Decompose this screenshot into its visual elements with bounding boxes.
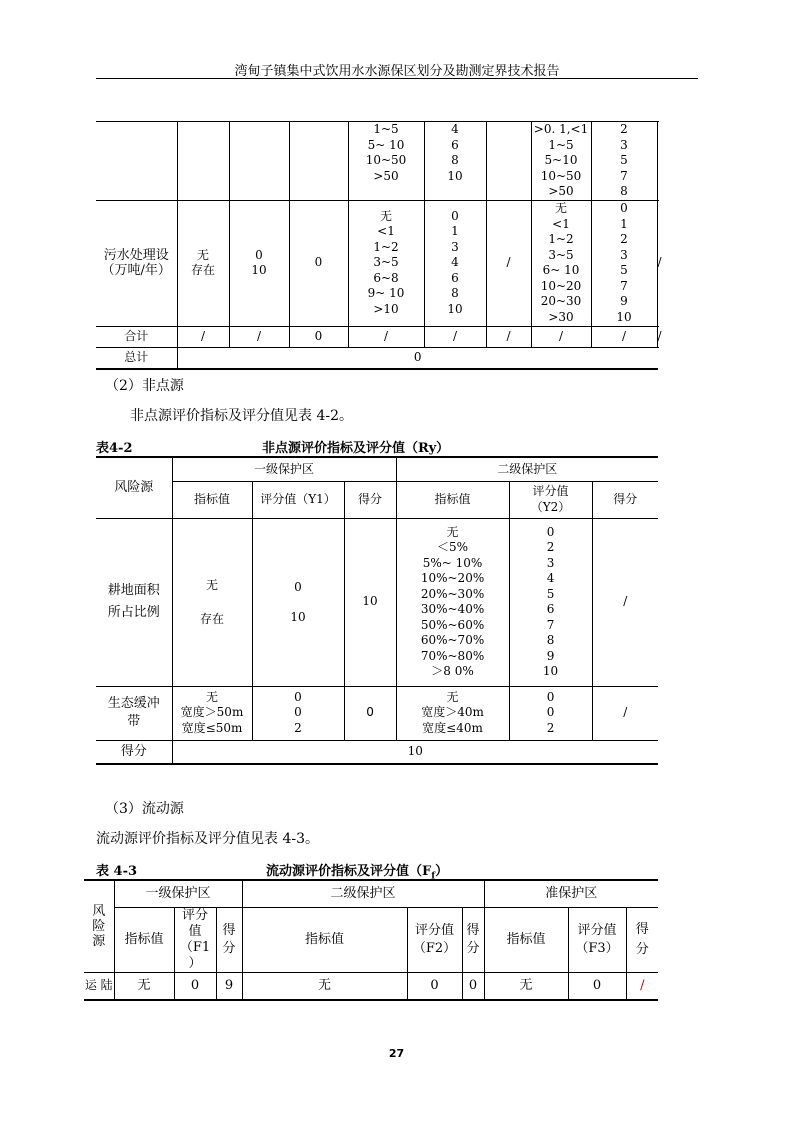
- t3-r-score3: 0: [568, 972, 626, 1000]
- t1-r2-get1: /: [486, 200, 531, 326]
- cell-line: 20~30: [540, 294, 582, 308]
- t3-h-score1: [174, 907, 216, 972]
- t3-h-score2: [407, 907, 462, 972]
- t3-r-score2: 0: [407, 972, 462, 1000]
- t1-r2-label: [96, 200, 177, 326]
- t3-h-score3: [568, 907, 626, 972]
- cell-line: 2: [546, 720, 555, 735]
- cell-line: 7: [620, 168, 628, 183]
- cell-line: （万吨/年）: [101, 263, 171, 278]
- t1-r1-get2: [657, 122, 658, 201]
- cell-line: 9: [546, 648, 555, 663]
- cell-line: 生态缓冲: [107, 696, 160, 711]
- t1-total-label: 总计: [96, 347, 177, 369]
- t3-h-get3: [626, 907, 658, 972]
- cell-line: 10: [447, 301, 463, 316]
- page-header-title: 湾甸子镇集中式饮用水水源保区划分及勘测定界技术报告: [234, 64, 560, 79]
- t1-r2-get2: /: [657, 200, 658, 326]
- t2-h-index2: 指标值: [396, 481, 509, 518]
- cell-line: 0: [620, 201, 628, 215]
- cell-line: ＞8 0%: [431, 664, 474, 678]
- t2-r1-label: [96, 518, 172, 686]
- nonpoint-source-table: [96, 456, 658, 765]
- cell-line: 1: [451, 224, 459, 239]
- table-4-2-number: 表4-2: [96, 441, 133, 456]
- t1-sum-c7: /: [591, 326, 657, 347]
- t2-h-score1: 评分值（Y1）: [252, 481, 344, 518]
- cell-line: 10: [290, 610, 306, 624]
- t1-sum-c1: /: [177, 326, 229, 347]
- cell-line: 宽度≤40m: [422, 720, 483, 735]
- cell-line: <1: [377, 224, 395, 239]
- cell-line: 70%~80%: [420, 648, 485, 663]
- cell-line: 6: [451, 270, 459, 285]
- cell-line: （F2）: [412, 940, 457, 956]
- t1-r1-c2: [229, 122, 289, 201]
- cell-line: 10: [447, 168, 463, 183]
- cell-line: 污水处理设: [103, 247, 169, 263]
- cell-line: 0: [294, 689, 302, 704]
- t1-r2-index2: [531, 200, 591, 326]
- cell-line: 10%~20%: [420, 571, 485, 585]
- cell-line: 6~8: [373, 270, 399, 285]
- t3-h-get2: [462, 907, 484, 972]
- cell-line: 带: [127, 714, 141, 729]
- cell-line: ）: [188, 955, 202, 971]
- cell-line: 存在: [190, 263, 215, 277]
- t3-r-index3: 无: [484, 972, 568, 1000]
- t3-r-get2: 0: [462, 972, 484, 1000]
- cell-line: 8: [451, 286, 459, 301]
- t2-r1-get2: /: [592, 518, 658, 686]
- t3-r-index2: 无: [242, 972, 407, 1000]
- cell-line: 4: [451, 255, 459, 270]
- cell-line: 耕地面积: [107, 583, 160, 598]
- t3-zone2-header: 二级保护区: [242, 880, 484, 907]
- t1-sum-c2b: 0: [289, 326, 348, 347]
- cell-line: 评分值: [415, 922, 455, 938]
- table-4-2-title: 非点源评价指标及评分值（Ry）: [262, 441, 450, 456]
- t3-h-index1: 指标值: [114, 907, 174, 972]
- cell-line: 7: [546, 617, 555, 632]
- t2-total-value: 10: [172, 740, 658, 764]
- cell-line: 2: [620, 122, 628, 136]
- cell-line: 6: [451, 137, 459, 152]
- t1-sum-c4: /: [424, 326, 486, 347]
- t2-r2-index2: [396, 686, 509, 740]
- t1-r1-get1: [486, 122, 531, 201]
- cell-line: 无: [205, 578, 218, 592]
- cell-line: 得: [466, 922, 480, 938]
- t1-r1-index1: [348, 122, 424, 201]
- t3-r-index1: 无: [114, 972, 174, 1000]
- cell-line: 0: [546, 689, 555, 704]
- t2-r2-label: [96, 686, 172, 740]
- cell-line: 3: [546, 555, 555, 570]
- cell-line: 10~20: [540, 278, 582, 293]
- t1-r1-c1: [177, 122, 229, 201]
- cell-line: 3: [620, 247, 628, 262]
- t1-sum-c8: /: [657, 326, 658, 347]
- cell-line: 9: [620, 294, 628, 308]
- t1-r1-c2b: [289, 122, 348, 201]
- cell-line: 5: [546, 586, 555, 601]
- cell-line: 2: [620, 232, 628, 246]
- t2-r2-score1: [252, 686, 344, 740]
- cell-line: 1: [620, 216, 628, 231]
- t1-r1-index2: [531, 122, 591, 201]
- cell-line: 得: [635, 921, 649, 937]
- cell-line: 2: [546, 540, 555, 554]
- cell-line: 3~5: [373, 255, 399, 270]
- cell-line: 8: [620, 184, 628, 198]
- t3-r-get1: 9: [216, 972, 242, 1000]
- cell-line: 险: [92, 918, 106, 934]
- cell-line: >0. 1,<1: [533, 122, 589, 136]
- cell-line: 2: [294, 720, 302, 735]
- cell-line: ＜5%: [437, 540, 469, 554]
- t1-sum-c3: /: [348, 326, 424, 347]
- t1-r2-index1: [348, 200, 424, 326]
- cell-line: <1: [552, 216, 570, 231]
- cell-line: 风: [92, 903, 106, 919]
- t2-zone1-header: 一级保护区: [172, 457, 396, 481]
- cell-line: 5~ 10: [367, 137, 405, 152]
- cell-line: 3: [620, 137, 628, 152]
- t2-r2-get2: /: [592, 686, 658, 740]
- cell-line: （Y2）: [530, 499, 571, 514]
- t1-total-value: 0: [177, 347, 658, 369]
- t2-zone2-header: 二级保护区: [396, 457, 658, 481]
- cell-line: 5: [620, 263, 628, 277]
- cell-line: 0: [255, 247, 263, 262]
- section-2-heading: （2）非点源: [105, 378, 184, 394]
- cell-line: 无: [196, 247, 209, 262]
- t3-r-score1: 0: [174, 972, 216, 1000]
- cell-line: >10: [373, 301, 399, 316]
- t2-r1-score1: [252, 518, 344, 686]
- cell-line: 4: [546, 571, 555, 585]
- cell-line: 0: [451, 208, 459, 223]
- cell-line: 3~5: [548, 247, 574, 262]
- cell-line: 所占比例: [107, 605, 160, 620]
- t1-sum-label: 合计: [96, 326, 177, 347]
- cell-line: 9~ 10: [367, 286, 405, 301]
- cell-line: 无: [205, 689, 218, 704]
- t2-r2-score2: [509, 686, 592, 740]
- cell-line: 8: [546, 633, 555, 647]
- cell-line: 分: [635, 941, 649, 957]
- t2-r1-index2: [396, 518, 509, 686]
- header-rule: [96, 78, 698, 79]
- t2-total-label: 得分: [96, 740, 172, 764]
- cell-line: 1~2: [548, 232, 574, 246]
- t1-r2-score1: [424, 200, 486, 326]
- t1-r1-score1: [424, 122, 486, 201]
- t3-h-index2: 指标值: [242, 907, 407, 972]
- t1-r2-score2: [591, 200, 657, 326]
- t1-sum-c2: /: [229, 326, 289, 347]
- t1-sum-c6: /: [531, 326, 591, 347]
- cell-line: 7: [620, 278, 628, 293]
- cell-line: >50: [373, 168, 399, 183]
- cell-line: 10~50: [365, 153, 407, 167]
- cell-line: 20%~30%: [420, 586, 485, 601]
- cell-line: 1~5: [548, 137, 574, 152]
- cell-line: 10: [542, 664, 559, 678]
- section-3-heading: （3）流动源: [105, 801, 184, 817]
- cell-line: 存在: [199, 612, 224, 626]
- cell-line: 源: [92, 933, 106, 949]
- mobile-source-table: [84, 879, 658, 1001]
- cell-line: （F3）: [575, 940, 619, 956]
- t2-risk-header: 风险源: [96, 457, 172, 518]
- t1-r1-score2: [591, 122, 657, 201]
- t2-h-get1: 得分: [344, 481, 396, 518]
- table-4-3-number: 表 4-3: [96, 864, 138, 879]
- cell-line: >30: [548, 309, 574, 324]
- cell-line: 1~5: [373, 122, 399, 136]
- t2-h-score2: [509, 481, 592, 518]
- cell-line: 评分: [181, 907, 208, 923]
- cell-line: 宽度＞50m: [180, 705, 244, 720]
- cell-line: 1~2: [373, 239, 399, 254]
- caption-end: ）: [435, 864, 449, 879]
- t3-zone1-header: 一级保护区: [114, 880, 242, 907]
- cell-line: 6: [546, 602, 555, 616]
- t3-r-label: 运 陆: [84, 972, 114, 1000]
- cell-line: 宽度＞40m: [421, 705, 484, 720]
- cell-line: 5~10: [544, 153, 578, 167]
- cell-line: 无: [379, 208, 392, 223]
- cell-line: 宽度≤50m: [181, 720, 243, 735]
- section-2-text: 非点源评价指标及评分值见表 4-2。: [130, 408, 353, 424]
- t2-h-get2: 得分: [592, 481, 658, 518]
- t2-r2-index1: [172, 686, 252, 740]
- caption-text: 流动源评价指标及评分值（F: [266, 864, 432, 879]
- t3-r-get3: /: [626, 972, 658, 1000]
- cell-line: 10~50: [540, 168, 582, 183]
- cell-line: 8: [451, 153, 459, 167]
- t2-r2-get1: 0: [344, 686, 396, 740]
- caption-subscript: f: [431, 871, 436, 882]
- t1-r1-label: [96, 122, 177, 201]
- cell-line: 6~ 10: [542, 263, 580, 277]
- t1-r2-c2: [229, 200, 289, 326]
- cell-line: 50%~60%: [420, 617, 485, 632]
- t2-r1-score2: [509, 518, 592, 686]
- t1-r2-c1: [177, 200, 229, 326]
- cell-line: 评分值: [532, 484, 569, 498]
- point-source-table-continued: [96, 121, 662, 370]
- cell-line: 无: [446, 524, 459, 539]
- t3-zone3-header: 准保护区: [484, 880, 658, 907]
- cell-line: 0: [546, 705, 555, 720]
- t2-r1-get1: 10: [344, 518, 396, 686]
- cell-line: 5: [620, 153, 628, 167]
- t3-risk-header: [84, 880, 114, 972]
- cell-line: 0: [294, 580, 302, 594]
- t1-r2-c2b: 0: [289, 200, 348, 326]
- cell-line: 4: [451, 122, 459, 136]
- t2-h-index1: 指标值: [172, 481, 252, 518]
- page-number: 27: [388, 1047, 405, 1060]
- cell-line: 10: [251, 263, 267, 277]
- section-3-text: 流动源评价指标及评分值见表 4-3。: [96, 831, 319, 847]
- cell-line: 分: [222, 940, 236, 956]
- cell-line: 3: [451, 239, 459, 254]
- cell-line: 30%~40%: [420, 602, 485, 616]
- t3-h-index3: 指标值: [484, 907, 568, 972]
- cell-line: 无: [554, 201, 567, 215]
- cell-line: 分: [466, 940, 480, 956]
- cell-line: 0: [546, 524, 555, 539]
- cell-line: 5%~ 10%: [422, 555, 483, 570]
- cell-line: 值（F1: [179, 923, 211, 955]
- cell-line: 60%~70%: [420, 633, 485, 647]
- cell-line: 无: [446, 689, 459, 704]
- cell-line: >50: [548, 184, 574, 198]
- cell-line: 10: [616, 309, 632, 324]
- cell-line: 得: [222, 922, 236, 938]
- cell-line: 0: [294, 705, 302, 720]
- t1-sum-c5: /: [486, 326, 531, 347]
- cell-line: 评分值: [577, 922, 617, 938]
- t2-r1-index1: [172, 518, 252, 686]
- t3-h-get1: [216, 907, 242, 972]
